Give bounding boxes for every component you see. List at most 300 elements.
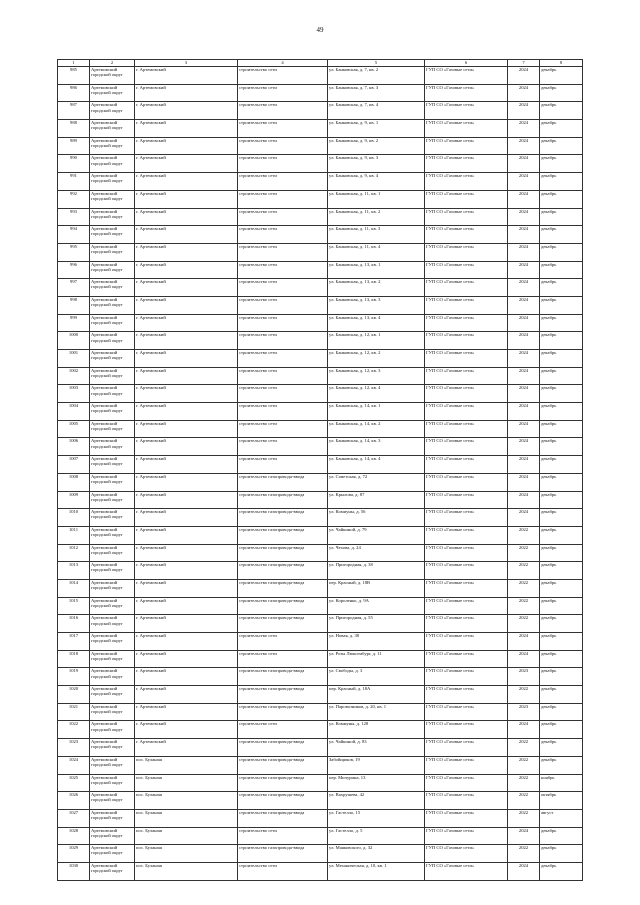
table-row	[58, 155, 583, 173]
settlement-cell: г. Артемовский	[135, 438, 238, 456]
settlement-cell: г. Артемовский	[135, 650, 238, 668]
table-row	[58, 845, 583, 863]
year-cell: 2024	[508, 332, 540, 350]
row-number-cell: 989	[58, 137, 90, 155]
table-row	[58, 721, 583, 739]
work-type-cell: строительство сети	[238, 350, 328, 368]
row-number-cell: 1025	[58, 774, 90, 792]
contractor-cell: ГУП СО «Газовые сети»	[425, 102, 508, 120]
row-number-cell: 988	[58, 120, 90, 138]
year-cell: 2024	[508, 633, 540, 651]
year-cell: 2024	[508, 827, 540, 845]
table-row	[58, 473, 583, 491]
month-cell: декабрь	[540, 668, 583, 686]
contractor-cell: ГУП СО «Газовые сети»	[425, 226, 508, 244]
address-cell: ул. Банковская, д. 12, кв. 3	[328, 367, 425, 385]
municipality-cell: Артемовский городской округ	[90, 226, 135, 244]
column-header: 6	[425, 60, 508, 67]
settlement-cell: г. Артемовский	[135, 173, 238, 191]
work-type-cell: строительство сети	[238, 367, 328, 385]
work-type-cell: строительство сети	[238, 279, 328, 297]
year-cell: 2022	[508, 526, 540, 544]
municipality-cell: Артемовский городской округ	[90, 579, 135, 597]
row-number-cell: 992	[58, 190, 90, 208]
table-row	[58, 597, 583, 615]
row-number-cell: 997	[58, 279, 90, 297]
year-cell: 2024	[508, 261, 540, 279]
settlement-cell: г. Артемовский	[135, 208, 238, 226]
work-type-cell: строительство сети	[238, 67, 328, 85]
year-cell: 2022	[508, 756, 540, 774]
settlement-cell: г. Артемовский	[135, 84, 238, 102]
row-number-cell: 993	[58, 208, 90, 226]
table-row	[58, 438, 583, 456]
contractor-cell: ГУП СО «Газовые сети»	[425, 597, 508, 615]
settlement-cell: г. Артемовский	[135, 686, 238, 704]
settlement-cell: г. Артемовский	[135, 102, 238, 120]
address-cell: ул. Розы Люксембург, д. 11	[328, 650, 425, 668]
year-cell: 2024	[508, 438, 540, 456]
contractor-cell: ГУП СО «Газовые сети»	[425, 296, 508, 314]
contractor-cell: ГУП СО «Газовые сети»	[425, 420, 508, 438]
month-cell: декабрь	[540, 703, 583, 721]
table-row	[58, 296, 583, 314]
settlement-cell: г. Артемовский	[135, 385, 238, 403]
municipality-cell: Артемовский городской округ	[90, 721, 135, 739]
contractor-cell: ГУП СО «Газовые сети»	[425, 84, 508, 102]
row-number-cell: 1011	[58, 526, 90, 544]
work-type-cell: строительство сети	[238, 84, 328, 102]
address-cell: пер. Мичурина, 13	[328, 774, 425, 792]
contractor-cell: ГУП СО «Газовые сети»	[425, 155, 508, 173]
month-cell: декабрь	[540, 562, 583, 580]
table-row	[58, 350, 583, 368]
year-cell: 2023	[508, 703, 540, 721]
settlement-cell: г. Артемовский	[135, 544, 238, 562]
table-row	[58, 739, 583, 757]
year-cell: 2024	[508, 120, 540, 138]
contractor-cell: ГУП СО «Газовые сети»	[425, 774, 508, 792]
year-cell: 2022	[508, 774, 540, 792]
contractor-cell: ГУП СО «Газовые сети»	[425, 615, 508, 633]
work-type-cell: строительство газопровода-ввода	[238, 615, 328, 633]
work-type-cell: строительство газопровода-ввода	[238, 809, 328, 827]
address-cell: ул. Банковская, д. 11, кв. 4	[328, 243, 425, 261]
header-row	[58, 60, 583, 67]
month-cell: декабрь	[540, 420, 583, 438]
address-cell: пер. Красный, д. 18А	[328, 686, 425, 704]
settlement-cell: г. Артемовский	[135, 491, 238, 509]
contractor-cell: ГУП СО «Газовые сети»	[425, 456, 508, 474]
year-cell: 2024	[508, 279, 540, 297]
year-cell: 2024	[508, 137, 540, 155]
work-type-cell: строительство газопровода-ввода	[238, 756, 328, 774]
table-row	[58, 102, 583, 120]
contractor-cell: ГУП СО «Газовые сети»	[425, 190, 508, 208]
municipality-cell: Артемовский городской округ	[90, 544, 135, 562]
contractor-cell: ГУП СО «Газовые сети»	[425, 367, 508, 385]
contractor-cell: ГУП СО «Газовые сети»	[425, 350, 508, 368]
month-cell: декабрь	[540, 173, 583, 191]
municipality-cell: Артемовский городской округ	[90, 279, 135, 297]
municipality-cell: Артемовский городской округ	[90, 845, 135, 863]
work-type-cell: строительство сети	[238, 137, 328, 155]
month-cell: декабрь	[540, 226, 583, 244]
work-type-cell: строительство сети	[238, 420, 328, 438]
address-cell: ул. Банковская, д. 14, кв. 1	[328, 403, 425, 421]
address-cell: ул. Банковская, д. 7, кв. 4	[328, 102, 425, 120]
work-type-cell: строительство газопровода-ввода	[238, 579, 328, 597]
year-cell: 2024	[508, 862, 540, 880]
row-number-cell: 987	[58, 102, 90, 120]
year-cell: 2023	[508, 668, 540, 686]
year-cell: 2022	[508, 562, 540, 580]
settlement-cell: г. Артемовский	[135, 420, 238, 438]
row-number-cell: 999	[58, 314, 90, 332]
work-type-cell: строительство сети	[238, 650, 328, 668]
month-cell: декабрь	[540, 633, 583, 651]
month-cell: декабрь	[540, 438, 583, 456]
month-cell: декабрь	[540, 526, 583, 544]
table-row	[58, 385, 583, 403]
table-row	[58, 456, 583, 474]
month-cell: декабрь	[540, 491, 583, 509]
settlement-cell: г. Артемовский	[135, 120, 238, 138]
month-cell: декабрь	[540, 332, 583, 350]
municipality-cell: Артемовский городской округ	[90, 827, 135, 845]
municipality-cell: Артемовский городской округ	[90, 120, 135, 138]
address-cell: ул. Чехова, д. 24	[328, 544, 425, 562]
address-cell: ул. Банковская, д. 7, кв. 3	[328, 84, 425, 102]
table-row	[58, 827, 583, 845]
month-cell: декабрь	[540, 721, 583, 739]
work-type-cell: строительство газопровода-ввода	[238, 544, 328, 562]
settlement-cell: г. Артемовский	[135, 668, 238, 686]
settlement-cell: г. Артемовский	[135, 261, 238, 279]
month-cell: декабрь	[540, 615, 583, 633]
table-row	[58, 579, 583, 597]
settlement-cell: г. Артемовский	[135, 137, 238, 155]
contractor-cell: ГУП СО «Газовые сети»	[425, 120, 508, 138]
year-cell: 2022	[508, 809, 540, 827]
work-type-cell: строительство сети	[238, 862, 328, 880]
year-cell: 2022	[508, 739, 540, 757]
month-cell: декабрь	[540, 845, 583, 863]
year-cell: 2024	[508, 491, 540, 509]
year-cell: 2022	[508, 615, 540, 633]
address-cell: ул. Банковская, д. 14, кв. 4	[328, 456, 425, 474]
settlement-cell: г. Артемовский	[135, 456, 238, 474]
contractor-cell: ГУП СО «Газовые сети»	[425, 827, 508, 845]
month-cell: декабрь	[540, 261, 583, 279]
settlement-cell: г. Артемовский	[135, 473, 238, 491]
contractor-cell: ГУП СО «Газовые сети»	[425, 792, 508, 810]
year-cell: 2024	[508, 84, 540, 102]
municipality-cell: Артемовский городской округ	[90, 261, 135, 279]
month-cell: декабрь	[540, 686, 583, 704]
contractor-cell: ГУП СО «Газовые сети»	[425, 491, 508, 509]
month-cell: декабрь	[540, 137, 583, 155]
year-cell: 2024	[508, 155, 540, 173]
settlement-cell: г. Артемовский	[135, 243, 238, 261]
table-row	[58, 792, 583, 810]
work-type-cell: строительство газопровода-ввода	[238, 792, 328, 810]
settlement-cell: г. Артемовский	[135, 67, 238, 85]
municipality-cell: Артемовский городской округ	[90, 668, 135, 686]
year-cell: 2022	[508, 579, 540, 597]
settlement-cell: г. Артемовский	[135, 350, 238, 368]
table-row	[58, 668, 583, 686]
settlement-cell: пос. Буланаш	[135, 792, 238, 810]
row-number-cell: 1019	[58, 668, 90, 686]
table-row	[58, 809, 583, 827]
work-type-cell: строительство сети	[238, 120, 328, 138]
contractor-cell: ГУП СО «Газовые сети»	[425, 243, 508, 261]
row-number-cell: 996	[58, 261, 90, 279]
contractor-cell: ГУП СО «Газовые сети»	[425, 862, 508, 880]
settlement-cell: г. Артемовский	[135, 562, 238, 580]
municipality-cell: Артемовский городской округ	[90, 650, 135, 668]
row-number-cell: 1029	[58, 845, 90, 863]
year-cell: 2024	[508, 650, 540, 668]
contractor-cell: ГУП СО «Газовые сети»	[425, 208, 508, 226]
contractor-cell: ГУП СО «Газовые сети»	[425, 756, 508, 774]
address-cell: ул. Банковская, д. 9, кв. 4	[328, 173, 425, 191]
month-cell: август	[540, 809, 583, 827]
contractor-cell: ГУП СО «Газовые сети»	[425, 686, 508, 704]
table-row	[58, 279, 583, 297]
contractor-cell: ГУП СО «Газовые сети»	[425, 809, 508, 827]
municipality-cell: Артемовский городской округ	[90, 739, 135, 757]
row-number-cell: 986	[58, 84, 90, 102]
year-cell: 2024	[508, 456, 540, 474]
contractor-cell: ГУП СО «Газовые сети»	[425, 650, 508, 668]
address-cell: ул. Банковская, д. 9, кв. 1	[328, 120, 425, 138]
contractor-cell: ГУП СО «Газовые сети»	[425, 279, 508, 297]
table-row	[58, 703, 583, 721]
settlement-cell: г. Артемовский	[135, 367, 238, 385]
contractor-cell: ГУП СО «Газовые сети»	[425, 473, 508, 491]
work-type-cell: строительство сети	[238, 456, 328, 474]
month-cell: декабрь	[540, 456, 583, 474]
settlement-cell: г. Артемовский	[135, 597, 238, 615]
year-cell: 2022	[508, 544, 540, 562]
address-cell: ул. Банковская, д. 14, кв. 2	[328, 420, 425, 438]
settlement-cell: г. Артемовский	[135, 721, 238, 739]
municipality-cell: Артемовский городской округ	[90, 491, 135, 509]
contractor-cell: ГУП СО «Газовые сети»	[425, 544, 508, 562]
address-cell: ул. Маяковского, д. 32	[328, 845, 425, 863]
address-cell: ул. Банковская, д. 9, кв. 3	[328, 155, 425, 173]
settlement-cell: г. Артемовский	[135, 509, 238, 527]
month-cell: декабрь	[540, 544, 583, 562]
month-cell: декабрь	[540, 756, 583, 774]
settlement-cell: г. Артемовский	[135, 190, 238, 208]
table-body	[58, 67, 583, 881]
schedule-table	[57, 59, 583, 881]
row-number-cell: 994	[58, 226, 90, 244]
work-type-cell: строительство сети	[238, 633, 328, 651]
year-cell: 2024	[508, 208, 540, 226]
month-cell: декабрь	[540, 296, 583, 314]
address-cell: ул. Банковская, д. 13, кв. 3	[328, 296, 425, 314]
year-cell: 2024	[508, 67, 540, 85]
municipality-cell: Артемовский городской округ	[90, 190, 135, 208]
column-header: 7	[508, 60, 540, 67]
month-cell: декабрь	[540, 473, 583, 491]
year-cell: 2024	[508, 296, 540, 314]
row-number-cell: 991	[58, 173, 90, 191]
column-header: 1	[58, 60, 90, 67]
municipality-cell: Артемовский городской округ	[90, 774, 135, 792]
address-cell: ул. Банковская, д. 12, кв. 1	[328, 332, 425, 350]
work-type-cell: строительство газопровода-ввода	[238, 473, 328, 491]
contractor-cell: ГУП СО «Газовые сети»	[425, 314, 508, 332]
municipality-cell: Артемовский городской округ	[90, 385, 135, 403]
address-cell: пер. Красный, д. 18В	[328, 579, 425, 597]
address-cell: ул. Свободы, д. 3	[328, 668, 425, 686]
row-number-cell: 1020	[58, 686, 90, 704]
month-cell: декабрь	[540, 350, 583, 368]
table-row	[58, 84, 583, 102]
row-number-cell: 1005	[58, 420, 90, 438]
settlement-cell: г. Артемовский	[135, 579, 238, 597]
table-row	[58, 862, 583, 880]
month-cell: декабрь	[540, 650, 583, 668]
month-cell: декабрь	[540, 367, 583, 385]
table-row	[58, 403, 583, 421]
settlement-cell: г. Артемовский	[135, 155, 238, 173]
table-row	[58, 120, 583, 138]
municipality-cell: Артемовский городской округ	[90, 526, 135, 544]
work-type-cell: строительство газопровода-ввода	[238, 668, 328, 686]
contractor-cell: ГУП СО «Газовые сети»	[425, 438, 508, 456]
row-number-cell: 1001	[58, 350, 90, 368]
year-cell: 2024	[508, 190, 540, 208]
work-type-cell: строительство сети	[238, 332, 328, 350]
month-cell: декабрь	[540, 509, 583, 527]
table-row	[58, 208, 583, 226]
month-cell: октябрь	[540, 792, 583, 810]
row-number-cell: 1023	[58, 739, 90, 757]
column-header: 3	[135, 60, 238, 67]
municipality-cell: Артемовский городской округ	[90, 367, 135, 385]
table-row	[58, 509, 583, 527]
contractor-cell: ГУП СО «Газовые сети»	[425, 403, 508, 421]
work-type-cell: строительство сети	[238, 190, 328, 208]
municipality-cell: Артемовский городской округ	[90, 597, 135, 615]
row-number-cell: 1008	[58, 473, 90, 491]
municipality-cell: Артемовский городской округ	[90, 862, 135, 880]
settlement-cell: г. Артемовский	[135, 314, 238, 332]
row-number-cell: 1009	[58, 491, 90, 509]
municipality-cell: Артемовский городской округ	[90, 809, 135, 827]
address-cell: ул. Банковская, д. 12, кв. 2	[328, 350, 425, 368]
work-type-cell: строительство газопровода-ввода	[238, 845, 328, 863]
address-cell: ул. Короленко, д. 9А	[328, 597, 425, 615]
municipality-cell: Артемовский городской округ	[90, 84, 135, 102]
contractor-cell: ГУП СО «Газовые сети»	[425, 739, 508, 757]
address-cell: Забойщиков, 19	[328, 756, 425, 774]
table-row	[58, 67, 583, 85]
table-row	[58, 491, 583, 509]
page-number: 49	[316, 26, 324, 34]
row-number-cell: 998	[58, 296, 90, 314]
table-row	[58, 332, 583, 350]
work-type-cell: строительство газопровода-ввода	[238, 703, 328, 721]
contractor-cell: ГУП СО «Газовые сети»	[425, 332, 508, 350]
table-row	[58, 774, 583, 792]
address-cell: ул. Гастелло, д. 5	[328, 827, 425, 845]
row-number-cell: 1018	[58, 650, 90, 668]
settlement-cell: г. Артемовский	[135, 332, 238, 350]
month-cell: декабрь	[540, 243, 583, 261]
month-cell: декабрь	[540, 597, 583, 615]
table-row	[58, 526, 583, 544]
month-cell: декабрь	[540, 190, 583, 208]
year-cell: 2022	[508, 792, 540, 810]
table-row	[58, 686, 583, 704]
municipality-cell: Артемовский городской округ	[90, 686, 135, 704]
contractor-cell: ГУП СО «Газовые сети»	[425, 668, 508, 686]
table-row	[58, 190, 583, 208]
address-cell: ул. Коммуны, д. 128	[328, 721, 425, 739]
address-cell: ул. Пригородная, д. 38	[328, 562, 425, 580]
work-type-cell: строительство сети	[238, 155, 328, 173]
contractor-cell: ГУП СО «Газовые сети»	[425, 562, 508, 580]
work-type-cell: строительство сети	[238, 173, 328, 191]
municipality-cell: Артемовский городской округ	[90, 208, 135, 226]
row-number-cell: 1014	[58, 579, 90, 597]
address-cell: ул. Вахрушева, 42	[328, 792, 425, 810]
row-number-cell: 985	[58, 67, 90, 85]
month-cell: декабрь	[540, 208, 583, 226]
work-type-cell: строительство газопровода-ввода	[238, 686, 328, 704]
year-cell: 2022	[508, 597, 540, 615]
table-row	[58, 367, 583, 385]
municipality-cell: Артемовский городской округ	[90, 155, 135, 173]
row-number-cell: 1010	[58, 509, 90, 527]
settlement-cell: г. Артемовский	[135, 739, 238, 757]
municipality-cell: Артемовский городской округ	[90, 102, 135, 120]
contractor-cell: ГУП СО «Газовые сети»	[425, 173, 508, 191]
work-type-cell: строительство сети	[238, 385, 328, 403]
year-cell: 2022	[508, 686, 540, 704]
address-cell: ул. Крылова, д. 87	[328, 491, 425, 509]
address-cell: ул. Банковская, д. 14, кв. 3	[328, 438, 425, 456]
contractor-cell: ГУП СО «Газовые сети»	[425, 845, 508, 863]
work-type-cell: строительство газопровода-ввода	[238, 739, 328, 757]
settlement-cell: г. Артемовский	[135, 526, 238, 544]
work-type-cell: строительство сети	[238, 226, 328, 244]
month-cell: декабрь	[540, 579, 583, 597]
year-cell: 2024	[508, 102, 540, 120]
column-header: 8	[540, 60, 583, 67]
month-cell: декабрь	[540, 827, 583, 845]
row-number-cell: 1016	[58, 615, 90, 633]
year-cell: 2024	[508, 721, 540, 739]
address-cell: ул. Чайкиной, д. 83	[328, 739, 425, 757]
municipality-cell: Артемовский городской округ	[90, 703, 135, 721]
row-number-cell: 1026	[58, 792, 90, 810]
table-row	[58, 243, 583, 261]
work-type-cell: строительство сети	[238, 243, 328, 261]
table-row	[58, 261, 583, 279]
table-row	[58, 562, 583, 580]
contractor-cell: ГУП СО «Газовые сети»	[425, 261, 508, 279]
contractor-cell: ГУП СО «Газовые сети»	[425, 526, 508, 544]
year-cell: 2024	[508, 350, 540, 368]
